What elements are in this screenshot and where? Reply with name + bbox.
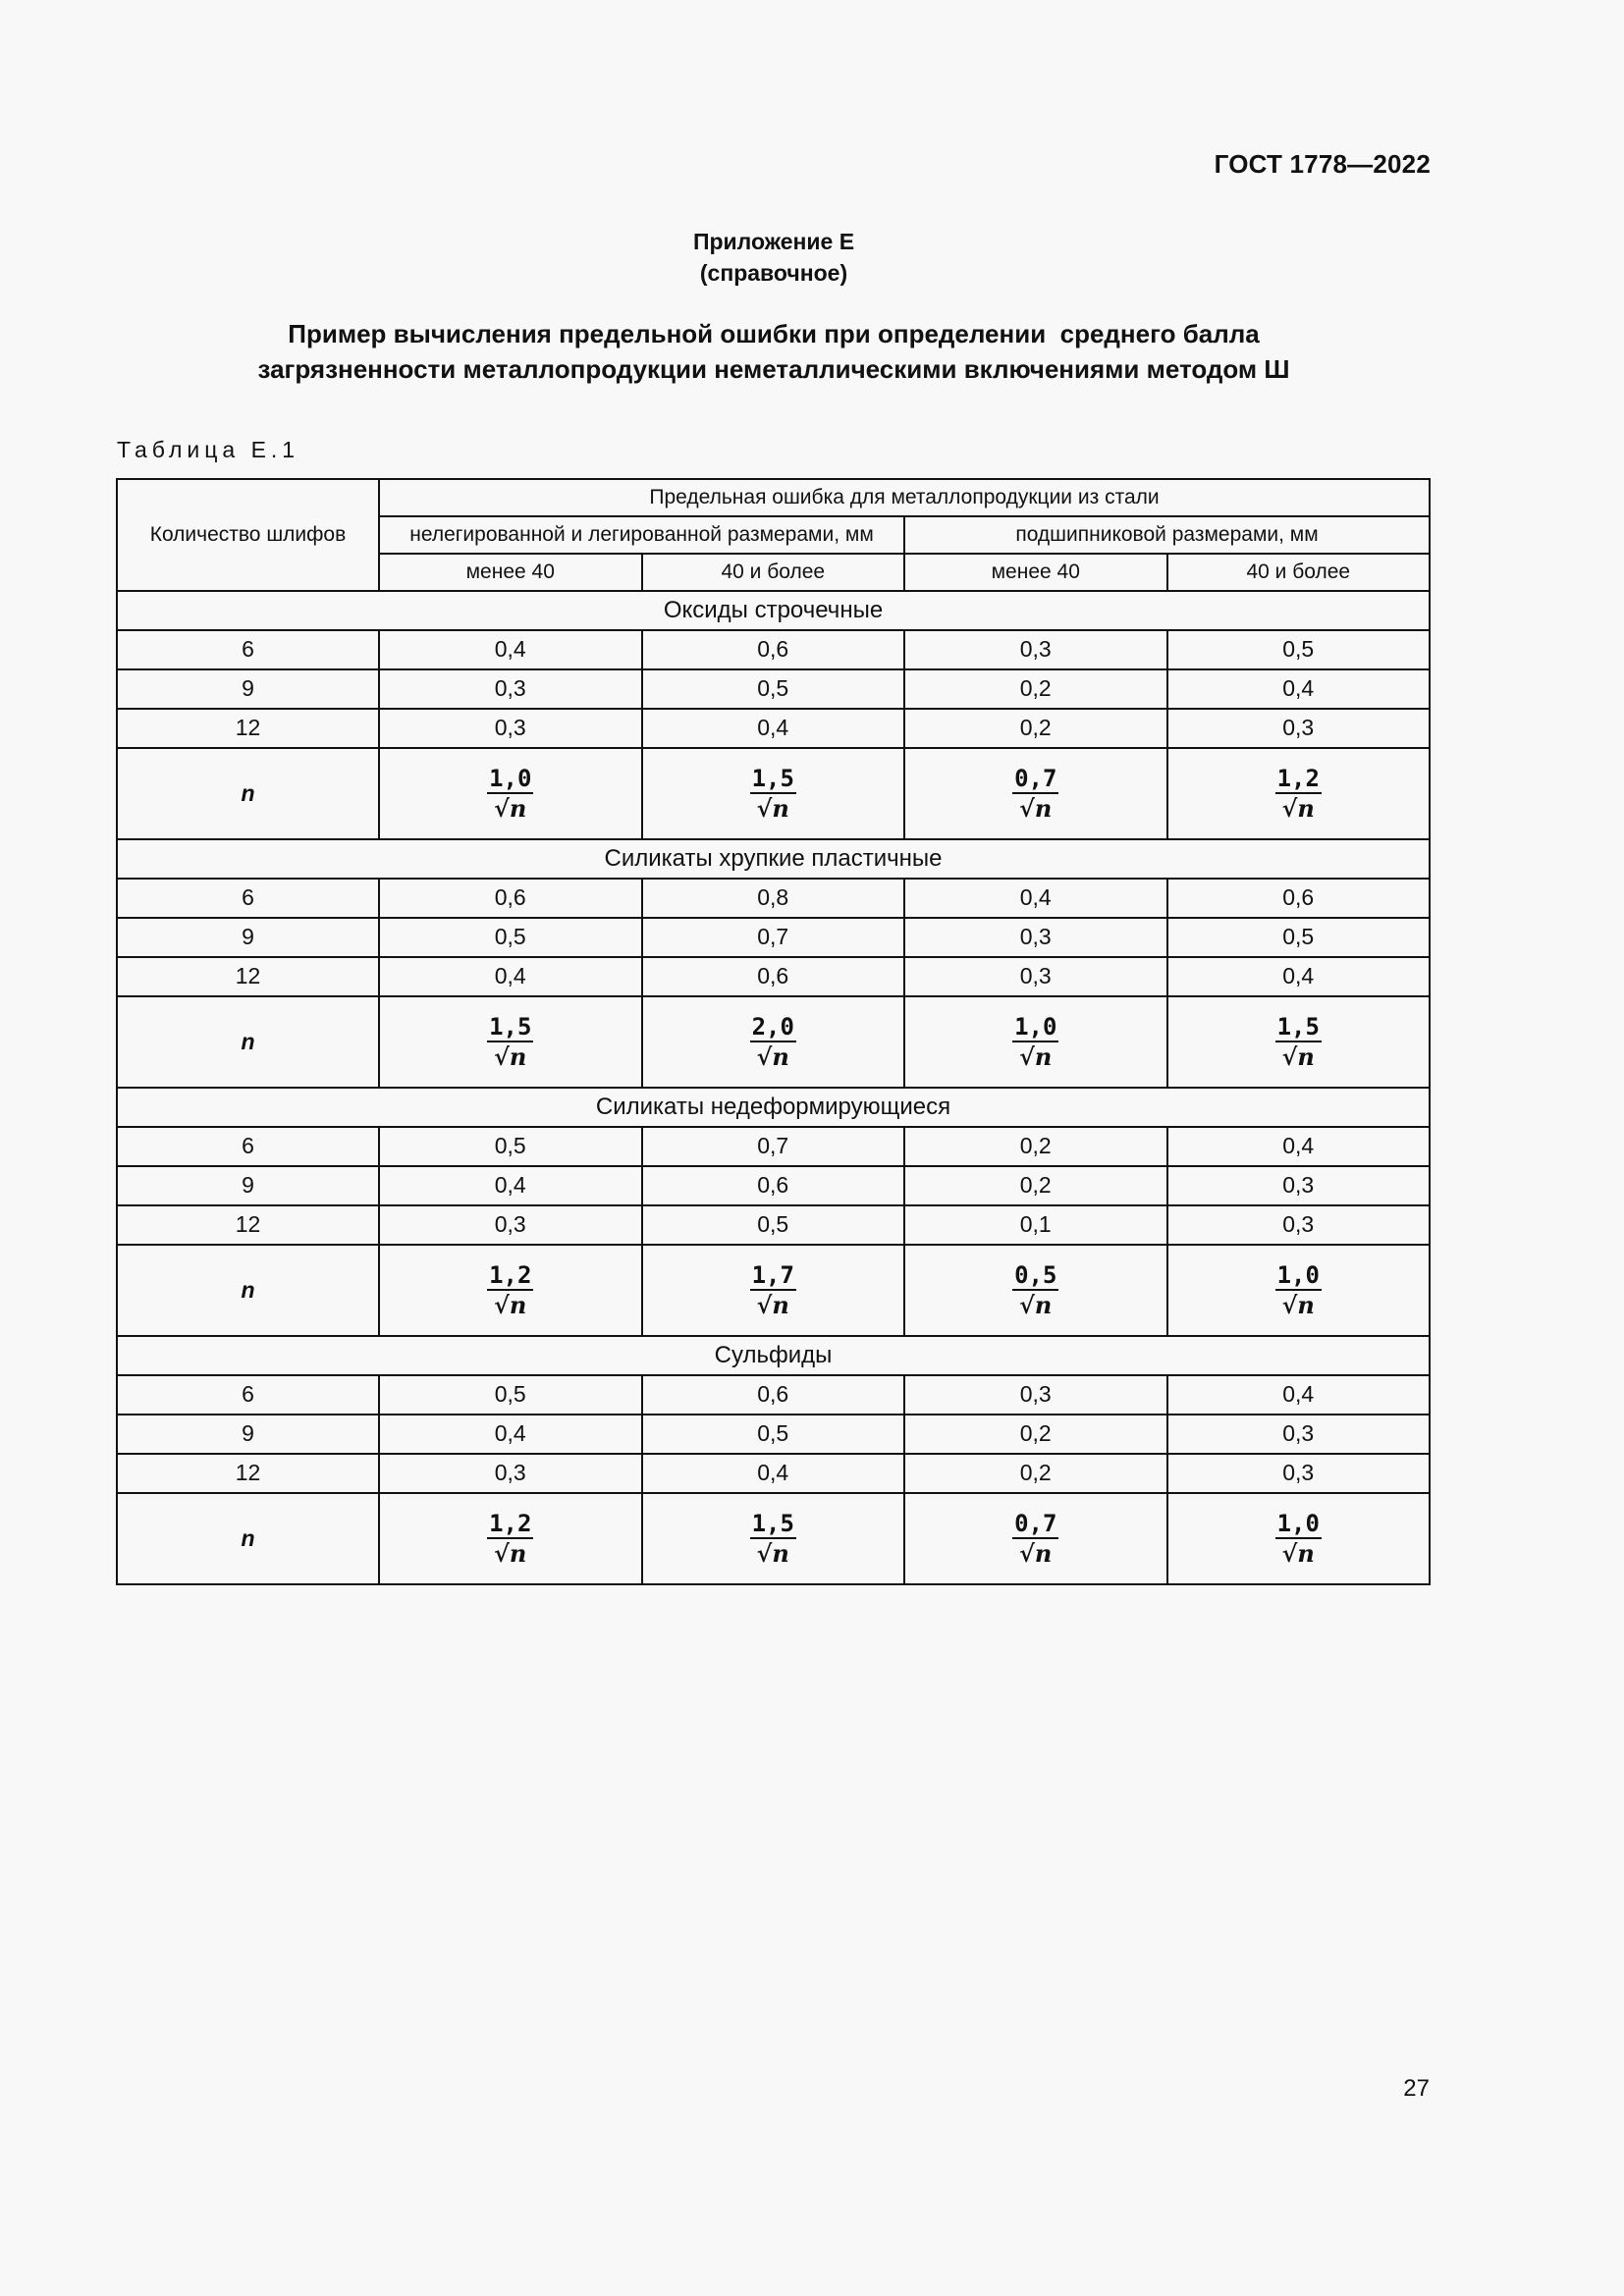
fraction: [487, 1015, 533, 1069]
fraction-numerator: 1,5: [751, 765, 794, 792]
n-label: n: [241, 1028, 255, 1054]
fraction-denominator: √n: [494, 1042, 527, 1071]
formula-cell: [904, 996, 1167, 1088]
fraction: [487, 767, 533, 821]
formula-row: [117, 1493, 1430, 1584]
count-cell: 9: [117, 1166, 379, 1205]
fraction: [1275, 1263, 1322, 1317]
formula-cell: [904, 1245, 1167, 1336]
annex-type: (справочное): [699, 260, 848, 286]
annex-title: Приложение Е: [692, 229, 855, 254]
section-row: [117, 839, 1430, 879]
fraction-numerator: 2,0: [751, 1013, 794, 1041]
value-cell: 0,4: [904, 879, 1167, 918]
fraction: [750, 1015, 796, 1069]
fraction-numerator: 1,2: [489, 1261, 532, 1289]
fraction: [750, 767, 796, 821]
fraction: [487, 1263, 533, 1317]
fraction-denominator: √n: [1019, 1291, 1053, 1319]
value-cell: 0,8: [642, 879, 905, 918]
section-row: [117, 1088, 1430, 1127]
n-label: n: [241, 1524, 255, 1551]
fraction-denominator: √n: [1281, 1291, 1315, 1319]
value-cell: 0,3: [1167, 1454, 1431, 1493]
count-cell: 12: [117, 709, 379, 748]
annex-heading: [0, 226, 1547, 289]
value-cell: 0,3: [904, 957, 1167, 996]
count-cell: 12: [117, 957, 379, 996]
formula-cell: [642, 748, 905, 839]
fraction-denominator: √n: [1281, 1539, 1315, 1568]
fraction-numerator: 0,7: [1014, 765, 1057, 792]
value-cell: 0,6: [642, 1166, 905, 1205]
value-cell: 0,6: [642, 630, 905, 669]
count-cell: 6: [117, 1375, 379, 1415]
value-cell: 0,5: [1167, 918, 1431, 957]
value-cell: 0,5: [379, 1127, 642, 1166]
value-cell: 0,4: [1167, 1127, 1431, 1166]
value-cell: 0,3: [379, 669, 642, 709]
fraction-denominator: √n: [1281, 794, 1315, 823]
fraction-numerator: 1,7: [751, 1261, 794, 1289]
page-number: 27: [1403, 2075, 1430, 2102]
table-row: [117, 1415, 1430, 1454]
value-cell: 0,5: [642, 1205, 905, 1245]
formula-cell: [379, 748, 642, 839]
fraction: [1012, 1512, 1058, 1566]
value-cell: 0,4: [1167, 669, 1431, 709]
value-cell: 0,3: [379, 1454, 642, 1493]
n-label: n: [241, 779, 255, 806]
fraction-denominator: √n: [1281, 1042, 1315, 1071]
fraction-numerator: 1,0: [1276, 1510, 1320, 1537]
header-span-cell: Предельная ошибка для металлопродукции из стали: [379, 479, 1430, 516]
formula-cell: [1167, 996, 1431, 1088]
fraction: [1012, 767, 1058, 821]
value-cell: 0,4: [642, 1454, 905, 1493]
header-sub-cell: менее 40: [904, 554, 1167, 591]
n-label-cell: [117, 748, 379, 839]
n-label-cell: [117, 1493, 379, 1584]
value-cell: 0,2: [904, 1127, 1167, 1166]
value-cell: 0,5: [1167, 630, 1431, 669]
table-row: [117, 1127, 1430, 1166]
fraction-numerator: 1,5: [1276, 1013, 1320, 1041]
fraction-denominator: √n: [494, 1539, 527, 1568]
formula-row: [117, 996, 1430, 1088]
fraction-numerator: 1,5: [489, 1013, 532, 1041]
fraction-numerator: 1,2: [489, 1510, 532, 1537]
value-cell: 0,3: [904, 1375, 1167, 1415]
count-cell: 12: [117, 1454, 379, 1493]
formula-cell: [1167, 1245, 1431, 1336]
fraction-denominator: √n: [1019, 794, 1053, 823]
fraction-numerator: 1,0: [1014, 1013, 1057, 1041]
section-title: Оксиды строчечные: [117, 591, 1430, 630]
fraction: [1012, 1263, 1058, 1317]
header-sub-cell: 40 и более: [1167, 554, 1431, 591]
value-cell: 0,4: [379, 957, 642, 996]
header-count-cell: Количество шлифов: [117, 479, 379, 591]
count-cell: 12: [117, 1205, 379, 1245]
page-title-line-2: загрязненности металлопродукции неметаллическими включениями методом Ш: [257, 354, 1290, 384]
fraction-denominator: √n: [494, 1291, 527, 1319]
table-row: [117, 1454, 1430, 1493]
fraction: [1275, 1512, 1322, 1566]
section-title: Сульфиды: [117, 1336, 1430, 1375]
value-cell: 0,5: [379, 918, 642, 957]
formula-cell: [642, 996, 905, 1088]
fraction-denominator: √n: [1019, 1042, 1053, 1071]
table-row: [117, 669, 1430, 709]
count-cell: 6: [117, 879, 379, 918]
value-cell: 0,4: [1167, 1375, 1431, 1415]
section-row: [117, 1336, 1430, 1375]
value-cell: 0,2: [904, 1415, 1167, 1454]
table-row: [117, 1375, 1430, 1415]
table-row: [117, 1166, 1430, 1205]
n-label-cell: [117, 996, 379, 1088]
value-cell: 0,2: [904, 669, 1167, 709]
fraction-denominator: √n: [756, 1291, 789, 1319]
fraction-numerator: 1,2: [1276, 765, 1320, 792]
count-cell: 9: [117, 1415, 379, 1454]
value-cell: 0,1: [904, 1205, 1167, 1245]
value-cell: 0,3: [379, 1205, 642, 1245]
value-cell: 0,6: [379, 879, 642, 918]
formula-row: [117, 1245, 1430, 1336]
fraction-numerator: 1,0: [1276, 1261, 1320, 1289]
error-table: [116, 478, 1431, 1585]
value-cell: 0,4: [379, 1166, 642, 1205]
fraction: [1275, 1015, 1322, 1069]
fraction-numerator: 1,0: [489, 765, 532, 792]
value-cell: 0,3: [1167, 1166, 1431, 1205]
formula-cell: [1167, 748, 1431, 839]
fraction-denominator: √n: [494, 794, 527, 823]
table-row: [117, 918, 1430, 957]
fraction-numerator: 1,5: [751, 1510, 794, 1537]
fraction-denominator: √n: [756, 794, 789, 823]
value-cell: 0,4: [379, 630, 642, 669]
table-row: [117, 630, 1430, 669]
formula-cell: [379, 996, 642, 1088]
n-label-cell: [117, 1245, 379, 1336]
formula-cell: [904, 748, 1167, 839]
value-cell: 0,2: [904, 709, 1167, 748]
count-cell: 6: [117, 1127, 379, 1166]
formula-cell: [379, 1493, 642, 1584]
section-title: Силикаты недеформирующиеся: [117, 1088, 1430, 1127]
table-caption: Таблица Е.1: [117, 437, 300, 462]
formula-cell: [904, 1493, 1167, 1584]
table-row: [117, 1205, 1430, 1245]
table-row: [117, 879, 1430, 918]
value-cell: 0,4: [379, 1415, 642, 1454]
value-cell: 0,4: [1167, 957, 1431, 996]
section-row: [117, 591, 1430, 630]
n-label: n: [241, 1276, 255, 1303]
table-header-row: [117, 479, 1430, 516]
count-cell: 9: [117, 669, 379, 709]
count-cell: 6: [117, 630, 379, 669]
table-row: [117, 709, 1430, 748]
fraction: [750, 1512, 796, 1566]
value-cell: 0,3: [904, 630, 1167, 669]
formula-row: [117, 748, 1430, 839]
table-row: [117, 957, 1430, 996]
formula-cell: [1167, 1493, 1431, 1584]
section-title: Силикаты хрупкие пластичные: [117, 839, 1430, 879]
value-cell: 0,6: [642, 957, 905, 996]
value-cell: 0,6: [1167, 879, 1431, 918]
page-title-line-1: Пример вычисления предельной ошибки при определении среднего балла: [288, 319, 1260, 348]
value-cell: 0,5: [642, 1415, 905, 1454]
fraction-denominator: √n: [1019, 1539, 1053, 1568]
value-cell: 0,4: [642, 709, 905, 748]
value-cell: 0,6: [642, 1375, 905, 1415]
value-cell: 0,3: [1167, 1205, 1431, 1245]
fraction: [1012, 1015, 1058, 1069]
value-cell: 0,7: [642, 918, 905, 957]
value-cell: 0,2: [904, 1166, 1167, 1205]
fraction-denominator: √n: [756, 1042, 789, 1071]
value-cell: 0,5: [642, 669, 905, 709]
value-cell: 0,3: [379, 709, 642, 748]
fraction: [1275, 767, 1322, 821]
header-group-cell: нелегированной и легированной размерами, мм: [379, 516, 904, 554]
fraction: [750, 1263, 796, 1317]
value-cell: 0,5: [379, 1375, 642, 1415]
formula-cell: [642, 1245, 905, 1336]
value-cell: 0,3: [1167, 1415, 1431, 1454]
page-title: [0, 316, 1547, 387]
header-group-cell: подшипниковой размерами, мм: [904, 516, 1430, 554]
fraction-numerator: 0,5: [1014, 1261, 1057, 1289]
header-sub-cell: менее 40: [379, 554, 642, 591]
count-cell: 9: [117, 918, 379, 957]
value-cell: 0,2: [904, 1454, 1167, 1493]
formula-cell: [379, 1245, 642, 1336]
fraction: [487, 1512, 533, 1566]
fraction-numerator: 0,7: [1014, 1510, 1057, 1537]
value-cell: 0,3: [1167, 709, 1431, 748]
header-sub-cell: 40 и более: [642, 554, 905, 591]
document-code: ГОСТ 1778—2022: [1214, 149, 1431, 179]
value-cell: 0,3: [904, 918, 1167, 957]
value-cell: 0,7: [642, 1127, 905, 1166]
fraction-denominator: √n: [756, 1539, 789, 1568]
error-table-body: [117, 479, 1430, 1584]
formula-cell: [642, 1493, 905, 1584]
